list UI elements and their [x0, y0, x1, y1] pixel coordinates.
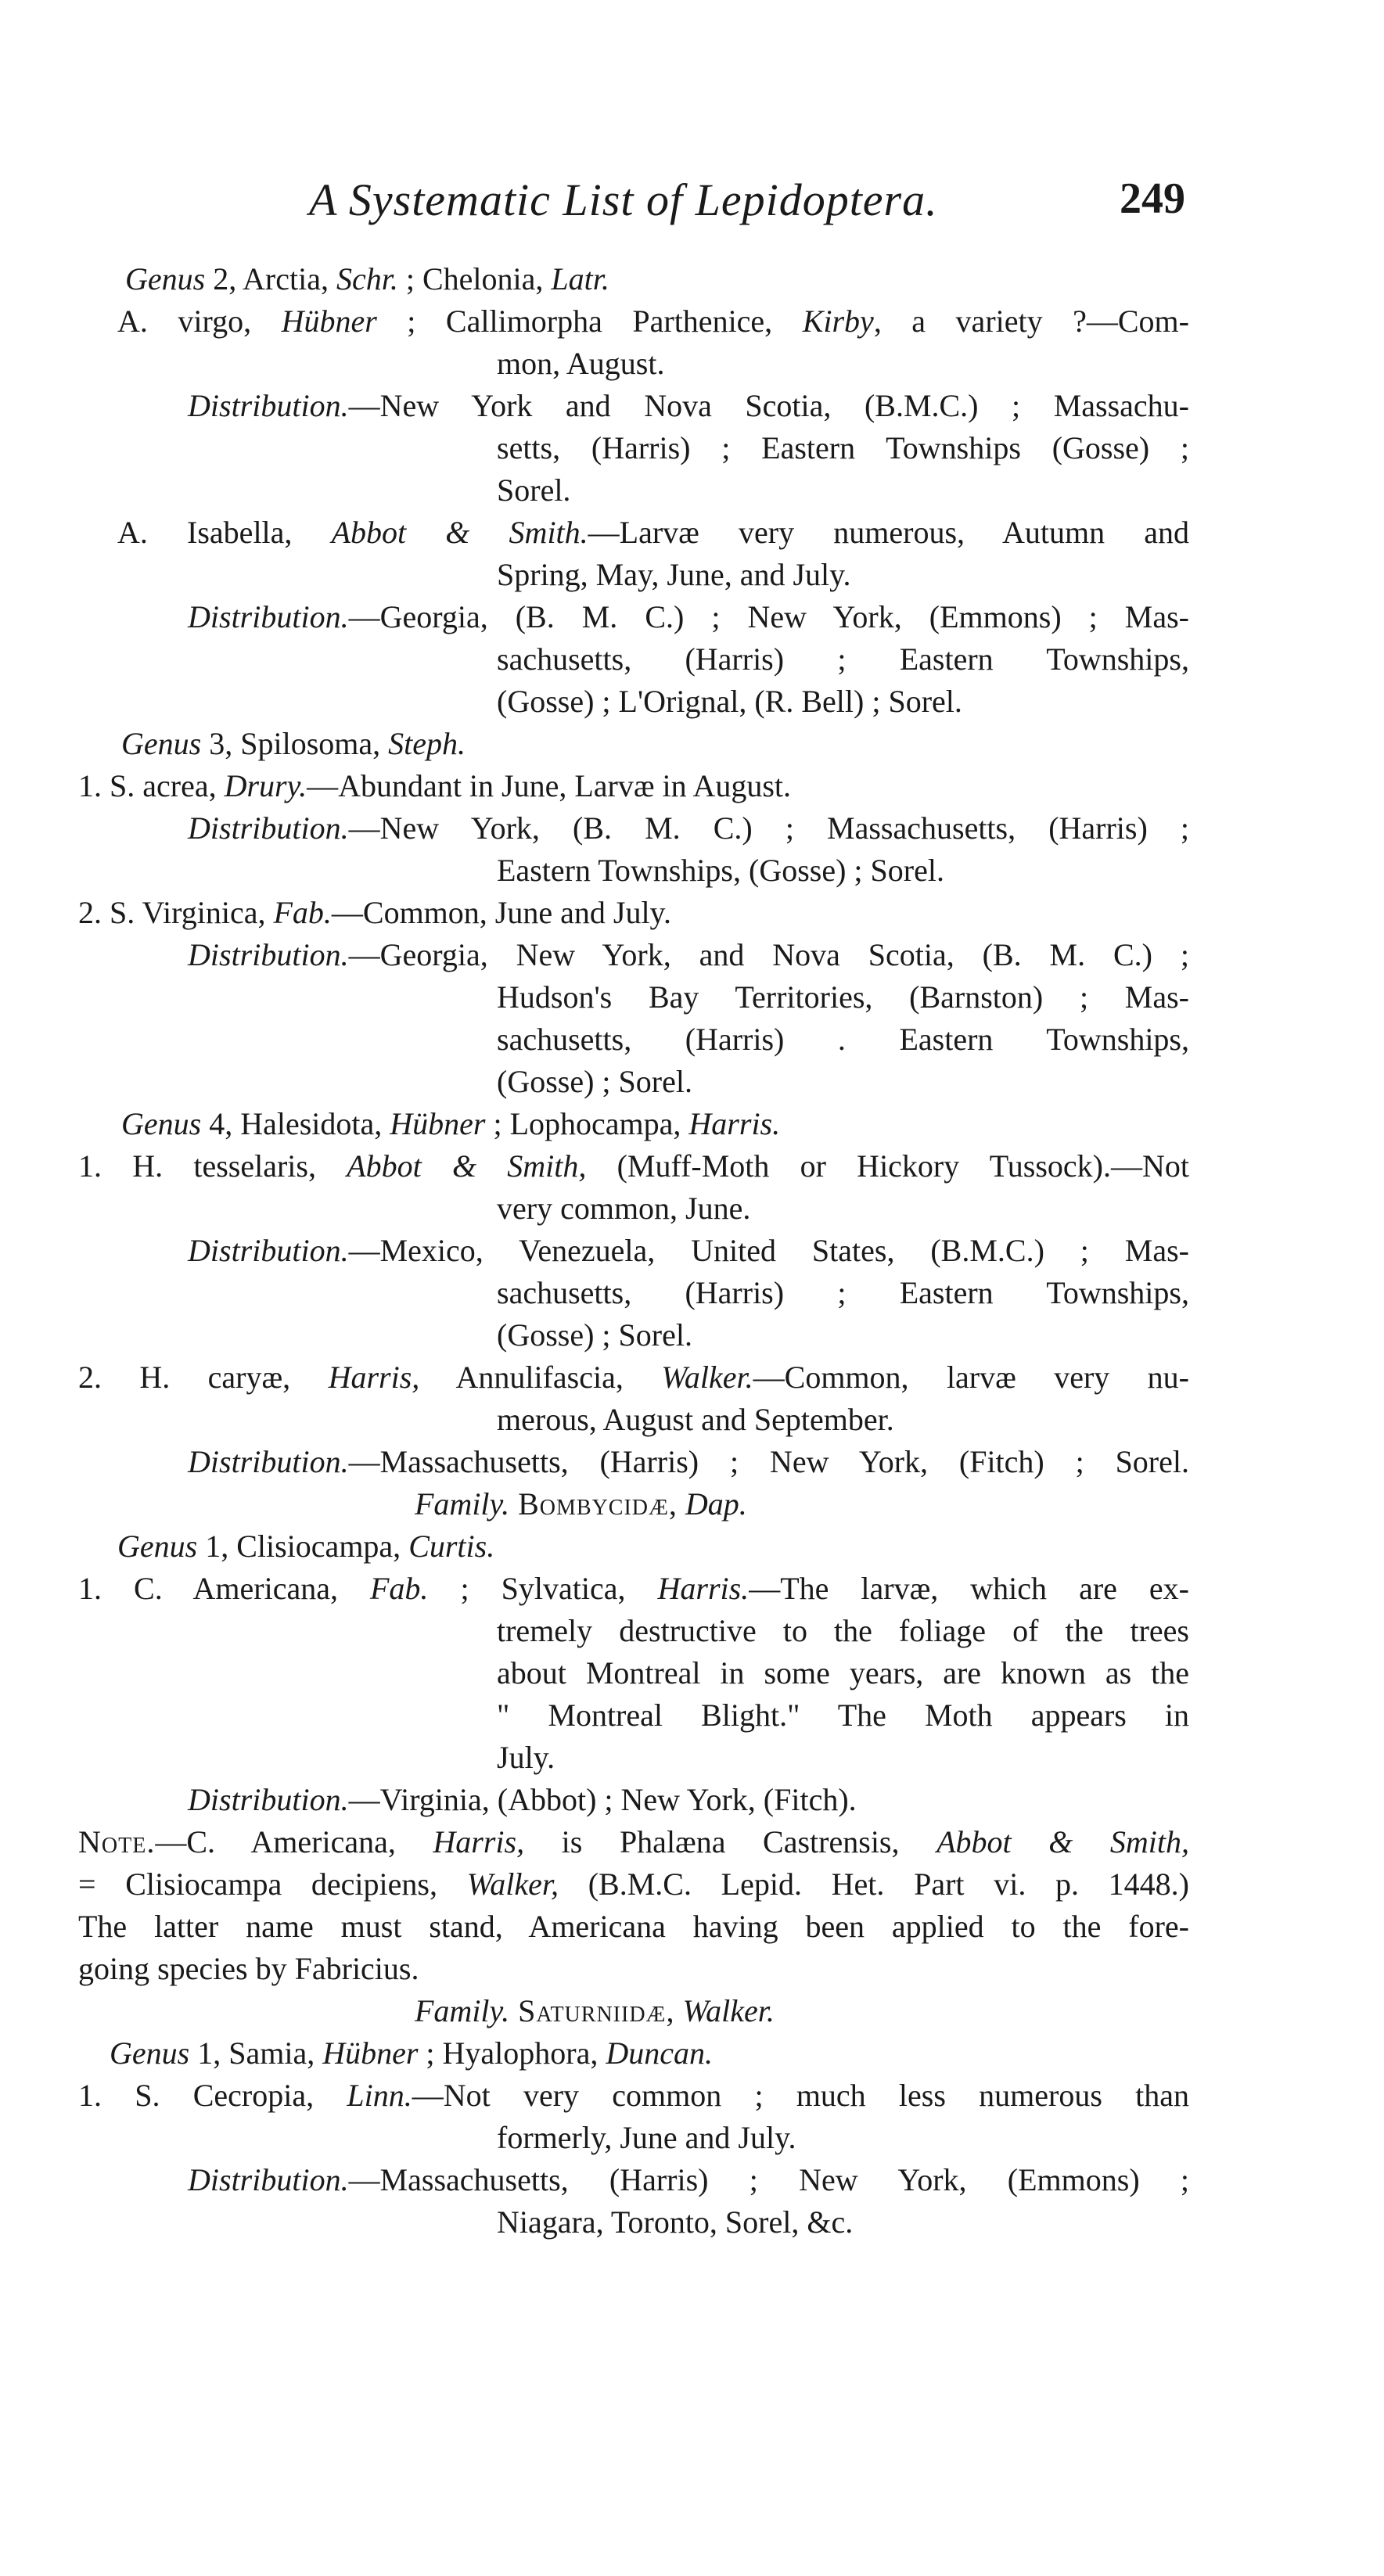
- text-segment: (Muff-Moth or Hickory Tussock).—Not: [586, 1148, 1189, 1184]
- genus-heading: [78, 2032, 1189, 2075]
- species-entry: [78, 512, 1189, 554]
- family-heading: [78, 1483, 1189, 1525]
- distribution-line: [78, 1441, 1189, 1483]
- text-segment: 1, Clisiocampa,: [197, 1529, 409, 1564]
- text-segment: Genus: [117, 1529, 198, 1564]
- species-entry: [78, 1356, 1189, 1399]
- distribution-line: [78, 934, 1189, 976]
- genus-heading: [78, 258, 1189, 300]
- text-segment: Spring, May, June, and July.: [497, 557, 851, 592]
- text-segment: —Common, June and July.: [331, 895, 671, 930]
- text-segment: Hübner: [390, 1106, 486, 1141]
- text-segment: Harris.: [657, 1571, 750, 1606]
- text-segment: —Georgia, (B. M. C.) ; New York, (Emmons) ; Mas-: [348, 599, 1189, 634]
- entry-continuation: [78, 343, 1189, 385]
- text-segment: —Not very common ; much less numerous than: [412, 2078, 1190, 2113]
- text-segment: ; Chelonia,: [397, 261, 552, 296]
- text-segment: A. virgo,: [117, 304, 282, 339]
- text-segment: Sorel.: [497, 472, 571, 508]
- entry-continuation: [78, 1272, 1189, 1314]
- text-segment: ; Lophocampa,: [485, 1106, 689, 1141]
- family-heading: [78, 1990, 1189, 2032]
- text-segment: (B.M.C. Lepid. Het. Part vi. p. 1448.): [559, 1866, 1190, 1902]
- text-segment: Note.: [78, 1824, 156, 1859]
- entry-continuation: [78, 427, 1189, 469]
- page-number: 249: [1120, 174, 1185, 223]
- text-segment: —New York, (B. M. C.) ; Massachusetts, (Harris) ;: [348, 810, 1189, 846]
- text-segment: is Phalæna Castrensis,: [524, 1824, 937, 1859]
- text-segment: Schr.: [336, 261, 398, 296]
- genus-heading: [78, 723, 1189, 765]
- text-segment: —Massachusetts, (Harris) ; New York, (Emmons) ;: [348, 2162, 1189, 2197]
- text-segment: Distribution.: [188, 388, 349, 423]
- text-segment: Dap.: [685, 1486, 747, 1522]
- text-segment: 1. C. Americana,: [78, 1571, 370, 1606]
- text-segment: Bombycidæ,: [509, 1486, 678, 1522]
- text-segment: Genus: [121, 1106, 202, 1141]
- note-paragraph-line: [78, 1821, 1189, 1863]
- text-segment: (Gosse) ; Sorel.: [497, 1317, 692, 1353]
- text-segment: Family.: [415, 1486, 510, 1522]
- distribution-line: [78, 1230, 1189, 1272]
- text-segment: 1, Samia,: [189, 2035, 323, 2071]
- species-entry: [78, 1568, 1189, 1610]
- text-segment: Walker.: [661, 1360, 753, 1395]
- text-segment: sachusetts, (Harris) ; Eastern Townships,: [497, 641, 1189, 677]
- text-segment: Curtis.: [408, 1529, 495, 1564]
- entry-continuation: [78, 850, 1189, 892]
- text-segment: Distribution.: [188, 2162, 349, 2197]
- text-segment: Hübner: [281, 304, 377, 339]
- text-segment: Latr.: [551, 261, 609, 296]
- distribution-line: [78, 596, 1189, 638]
- species-entry: [78, 300, 1189, 343]
- entry-continuation: [78, 1187, 1189, 1230]
- text-segment: Harris,: [328, 1360, 420, 1395]
- text-segment: —New York and Nova Scotia, (B.M.C.) ; Massachu-: [348, 388, 1189, 423]
- text-segment: Family.: [415, 1993, 510, 2028]
- entry-continuation: [78, 554, 1189, 596]
- note-paragraph-line: [78, 1863, 1189, 1906]
- text-segment: 1. S. acrea,: [78, 768, 225, 803]
- entry-continuation: [78, 2117, 1189, 2159]
- text-segment: [678, 1486, 685, 1522]
- distribution-line: [78, 385, 1189, 427]
- text-segment: very common, June.: [497, 1191, 751, 1226]
- text-segment: 2. S. Virginica,: [78, 895, 274, 930]
- entry-continuation: [78, 1061, 1189, 1103]
- entry-continuation: [78, 976, 1189, 1019]
- text-segment: , a variety ?—Com-: [873, 304, 1189, 339]
- text-segment: about Montreal in some years, are known as the: [497, 1655, 1189, 1690]
- entry-continuation: [78, 638, 1189, 681]
- text-segment: Genus: [110, 2035, 190, 2071]
- text-segment: 4, Halesidota,: [201, 1106, 390, 1141]
- text-segment: Linn.: [347, 2078, 412, 2113]
- text-segment: Distribution.: [188, 1444, 349, 1479]
- text-segment: Fab.: [273, 895, 332, 930]
- species-entry: [78, 2075, 1189, 2117]
- entry-continuation: [78, 1314, 1189, 1356]
- text-segment: = Clisiocampa decipiens,: [78, 1866, 467, 1902]
- entry-continuation: [78, 1399, 1189, 1441]
- text-segment: —Georgia, New York, and Nova Scotia, (B. M. C.) ;: [348, 937, 1189, 972]
- entry-continuation: [78, 681, 1189, 723]
- text-segment: Abbot & Smith.: [331, 515, 588, 550]
- text-segment: Genus: [121, 726, 202, 761]
- text-segment: —C. Americana,: [155, 1824, 433, 1859]
- text-segment: 2, Arctia,: [205, 261, 336, 296]
- text-segment: Duncan.: [606, 2035, 714, 2071]
- entry-continuation: [78, 2201, 1189, 2244]
- entry-continuation: [78, 1610, 1189, 1652]
- text-segment: —Virginia, (Abbot) ; New York, (Fitch).: [348, 1782, 857, 1817]
- text-segment: A. Isabella,: [117, 515, 332, 550]
- note-paragraph-line: [78, 1906, 1189, 1948]
- text-segment: —Mexico, Venezuela, United States, (B.M.C.) ; Mas-: [348, 1233, 1189, 1268]
- text-segment: 1. S. Cecropia,: [78, 2078, 347, 2113]
- text-segment: Harris,: [433, 1824, 525, 1859]
- text-segment: —Common, larvæ very nu-: [753, 1360, 1189, 1395]
- text-segment: Walker.: [682, 1993, 775, 2028]
- species-entry: [78, 892, 1189, 934]
- text-segment: 2. H. caryæ,: [78, 1360, 329, 1395]
- page-body: [78, 258, 1189, 2244]
- text-segment: sachusetts, (Harris) ; Eastern Townships,: [497, 1275, 1189, 1310]
- text-segment: 1. H. tesselaris,: [78, 1148, 347, 1184]
- text-segment: July.: [497, 1740, 555, 1775]
- running-title: A Systematic List of Lepidoptera.: [309, 174, 938, 225]
- entry-continuation: [78, 1019, 1189, 1061]
- text-segment: Kirby: [802, 304, 874, 339]
- page-header: [309, 174, 1185, 236]
- entry-continuation: [78, 1737, 1189, 1779]
- text-segment: Drury.: [224, 768, 307, 803]
- text-segment: Saturniidæ,: [509, 1993, 675, 2028]
- entry-continuation: [78, 1694, 1189, 1737]
- distribution-line: [78, 2159, 1189, 2201]
- text-segment: Steph.: [388, 726, 466, 761]
- text-segment: Distribution.: [188, 810, 349, 846]
- text-segment: " Montreal Blight." The Moth appears in: [497, 1698, 1189, 1733]
- text-segment: [674, 1993, 682, 2028]
- text-segment: The latter name must stand, Americana having been applied to the fore-: [78, 1909, 1189, 1944]
- text-segment: ; Hyalophora,: [418, 2035, 606, 2071]
- species-entry: [78, 765, 1189, 807]
- species-entry: [78, 1145, 1189, 1187]
- text-segment: setts, (Harris) ; Eastern Townships (Gosse) ;: [497, 430, 1189, 465]
- text-segment: Distribution.: [188, 599, 349, 634]
- text-segment: going species by Fabricius.: [78, 1951, 419, 1986]
- text-segment: merous, August and September.: [497, 1402, 894, 1437]
- text-segment: Walker,: [466, 1866, 559, 1902]
- distribution-line: [78, 807, 1189, 850]
- text-segment: Annulifascia,: [419, 1360, 662, 1395]
- text-segment: —Larvæ very numerous, Autumn and: [588, 515, 1189, 550]
- text-segment: Eastern Townships, (Gosse) ; Sorel.: [497, 853, 944, 888]
- text-segment: sachusetts, (Harris) . Eastern Townships,: [497, 1022, 1189, 1057]
- note-paragraph-line: [78, 1948, 1189, 1990]
- text-segment: ; Sylvatica,: [428, 1571, 658, 1606]
- text-segment: formerly, June and July.: [497, 2120, 796, 2155]
- text-segment: Hübner: [322, 2035, 419, 2071]
- genus-heading: [78, 1525, 1189, 1568]
- text-segment: Niagara, Toronto, Sorel, &c.: [497, 2204, 854, 2240]
- text-segment: Abbot & Smith,: [347, 1148, 587, 1184]
- text-segment: Hudson's Bay Territories, (Barnston) ; Mas-: [497, 979, 1189, 1015]
- text-segment: —Massachusetts, (Harris) ; New York, (Fitch) ; Sorel.: [348, 1444, 1189, 1479]
- entry-continuation: [78, 1652, 1189, 1694]
- text-segment: Harris.: [688, 1106, 781, 1141]
- text-segment: Fab.: [370, 1571, 429, 1606]
- text-segment: Distribution.: [188, 937, 349, 972]
- text-segment: —The larvæ, which are ex-: [749, 1571, 1189, 1606]
- text-segment: Abbot & Smith,: [936, 1824, 1189, 1859]
- text-segment: tremely destructive to the foliage of the trees: [497, 1613, 1189, 1648]
- text-segment: ; Callimorpha Parthenice,: [376, 304, 803, 339]
- text-segment: (Gosse) ; Sorel.: [497, 1064, 692, 1099]
- text-segment: mon, August.: [497, 346, 665, 381]
- text-segment: —Abundant in June, Larvæ in August.: [307, 768, 792, 803]
- text-segment: Distribution.: [188, 1233, 349, 1268]
- text-segment: Distribution.: [188, 1782, 349, 1817]
- text-segment: (Gosse) ; L'Orignal, (R. Bell) ; Sorel.: [497, 684, 962, 719]
- distribution-line: [78, 1779, 1189, 1821]
- text-segment: Genus: [125, 261, 206, 296]
- text-segment: 3, Spilosoma,: [201, 726, 389, 761]
- genus-heading: [78, 1103, 1189, 1145]
- entry-continuation: [78, 469, 1189, 512]
